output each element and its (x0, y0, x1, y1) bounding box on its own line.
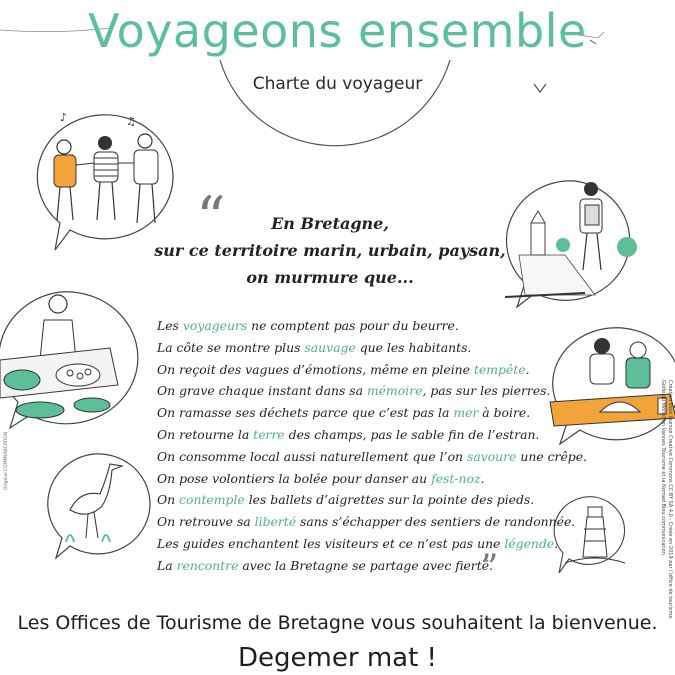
svg-text:♪: ♪ (60, 111, 68, 124)
charter-line: On contemple les ballets d’aigrettes sur la pointe des pieds. (157, 492, 535, 508)
charter-line: On grave chaque instant dans sa mémoire, pas sur les pierres. (157, 383, 551, 399)
charter-keyword: fest-noz (431, 470, 481, 486)
welcome-message: Les Offices de Tourisme de Bretagne vous souhaitent la bienvenue. (17, 612, 658, 634)
open-quote-icon: “ (196, 184, 226, 252)
egret-illustration (40, 450, 150, 560)
charter-line: La rencontre avec la Bretagne se partage avec fierté. (157, 557, 493, 573)
charter-keyword: terre (253, 426, 285, 442)
page-subtitle: Charte du voyageur (252, 74, 423, 94)
intro-line-3: on murmure que... (246, 268, 414, 287)
charter-line: La côte se montre plus sauvage que les habitants. (157, 339, 472, 355)
intro-line-2: sur ce territoire marin, urbain, paysan, (154, 241, 506, 260)
market-illustration (0, 280, 140, 430)
closing-greeting: Degemer mat ! (238, 643, 437, 673)
hiker-illustration (505, 175, 665, 315)
charter-keyword: contemple (179, 492, 245, 508)
charter-keyword: voyageurs (182, 318, 248, 333)
intro-line-1: En Bretagne, (271, 214, 389, 233)
charter-line: On ramasse ses déchets parce que c’est pas la mer à boire. (157, 405, 531, 421)
svg-text:♫: ♫ (126, 115, 136, 128)
close-quote-icon: ” (480, 548, 499, 589)
credit-line-1: Création sous licence Creative Commons CC BY SA 4.0 - Créée en 2019 par l’office de tourisme (667, 380, 673, 619)
charter-keyword: savoure (466, 448, 517, 464)
charter-line: On retrouve sa liberté sans s’échapper des sentiers de randonnée. (157, 514, 576, 530)
charter-line: Les voyageurs ne comptent pas pour du beurre. (157, 318, 459, 333)
side-credit: Original COMMUNICATION (4, 431, 9, 490)
charter-line: On pose volontiers la bolée pour danser au fest-noz. (157, 470, 485, 486)
charter-keyword: mer (453, 405, 479, 421)
charter-line: On reçoit des vagues d’émotions, même en pleine tempête. (157, 361, 530, 377)
charter-list (157, 315, 597, 577)
page-title: Voyageons ensemble (88, 4, 587, 58)
charter-keyword: rencontre (176, 557, 239, 573)
charter-keyword: légende (504, 535, 555, 551)
charter-line: On consomme local aussi naturellement que l’on savoure une crêpe. (157, 448, 587, 464)
intro-text (150, 210, 510, 291)
charter-keyword: mémoire (366, 383, 423, 399)
charter-keyword: liberté (254, 514, 297, 530)
charter-keyword: tempête (473, 361, 526, 377)
license-credits (637, 380, 673, 670)
charter-line: Les guides enchantent les visiteurs et ce n’est pas une légende. (157, 535, 559, 551)
charter-keyword: sauvage (304, 339, 356, 355)
charter-line: On retourne la terre des champs, pas le sable fin de l’estran. (157, 426, 540, 442)
credit-line-2: Golfe du Morbihan Vannes Tourisme et la Nomad Bleu communication (660, 380, 666, 555)
